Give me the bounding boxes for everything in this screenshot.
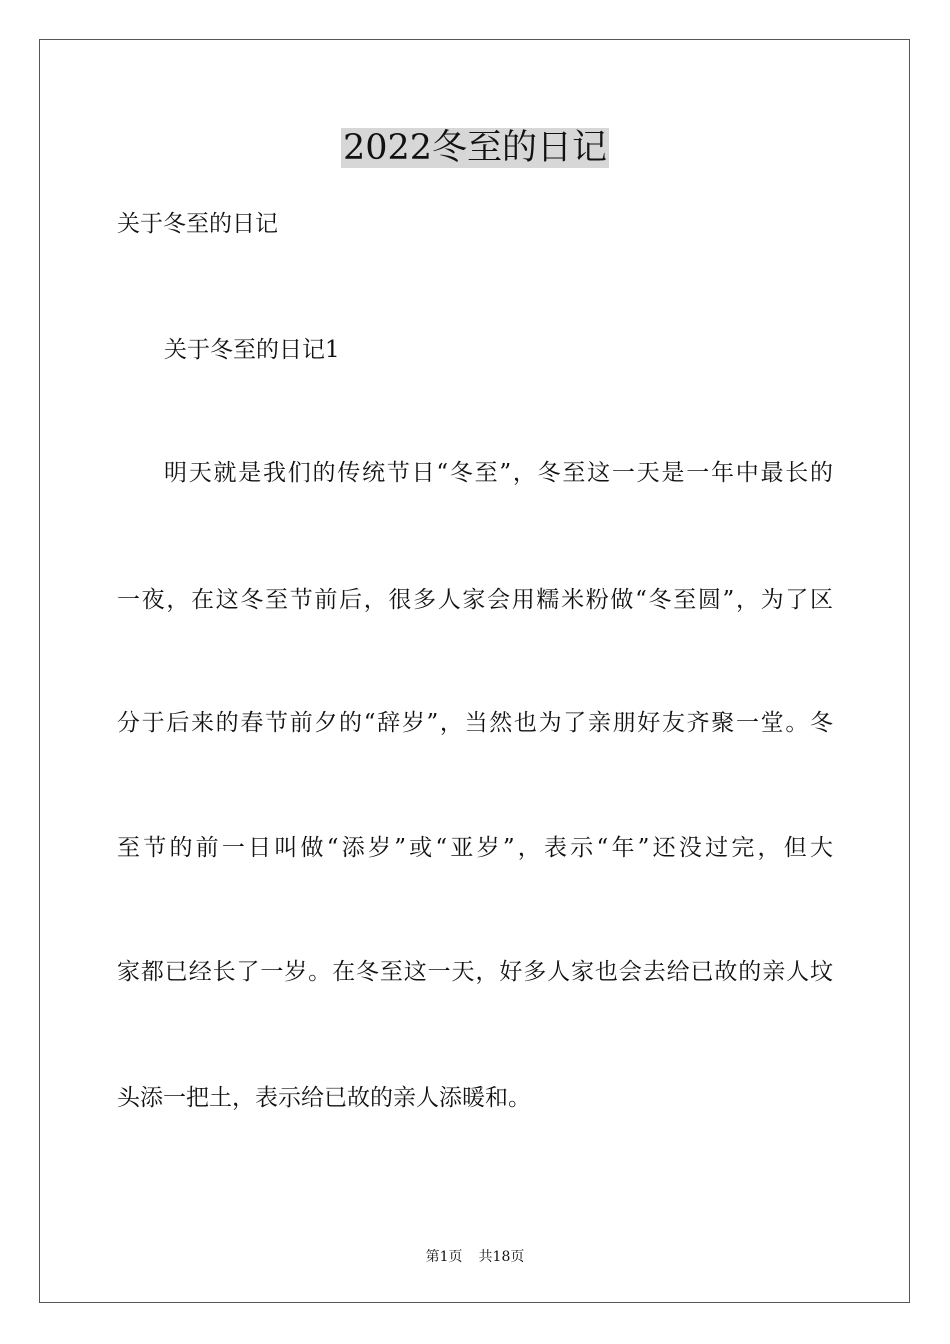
paragraph-line: 至节的前一日叫做“添岁”或“亚岁”，表示“年”还没过完，但大 bbox=[117, 835, 833, 861]
document-title-text: 2022冬至的日记 bbox=[342, 128, 608, 168]
page-number-current: 第1页 bbox=[425, 1249, 463, 1265]
paragraph-line: 头添一把土，表示给已故的亲人添暖和。 bbox=[117, 1085, 531, 1111]
document-subtitle: 关于冬至的日记 bbox=[117, 211, 278, 237]
section-heading: 关于冬至的日记1 bbox=[164, 337, 340, 363]
paragraph-line: 家都已经长了一岁。在冬至这一天，好多人家也会去给已故的亲人坟 bbox=[117, 959, 833, 985]
paragraph-line: 一夜，在这冬至节前后，很多人家会用糯米粉做“冬至圆”，为了区 bbox=[117, 587, 833, 613]
paragraph-line: 明天就是我们的传统节日“冬至”，冬至这一天是一年中最长的 bbox=[164, 460, 833, 486]
paragraph-line: 分于后来的春节前夕的“辞岁”，当然也为了亲朋好友齐聚一堂。冬 bbox=[117, 710, 833, 736]
page-number-total: 共18页 bbox=[478, 1249, 525, 1265]
page-footer bbox=[0, 1247, 950, 1267]
document-title bbox=[0, 122, 950, 174]
